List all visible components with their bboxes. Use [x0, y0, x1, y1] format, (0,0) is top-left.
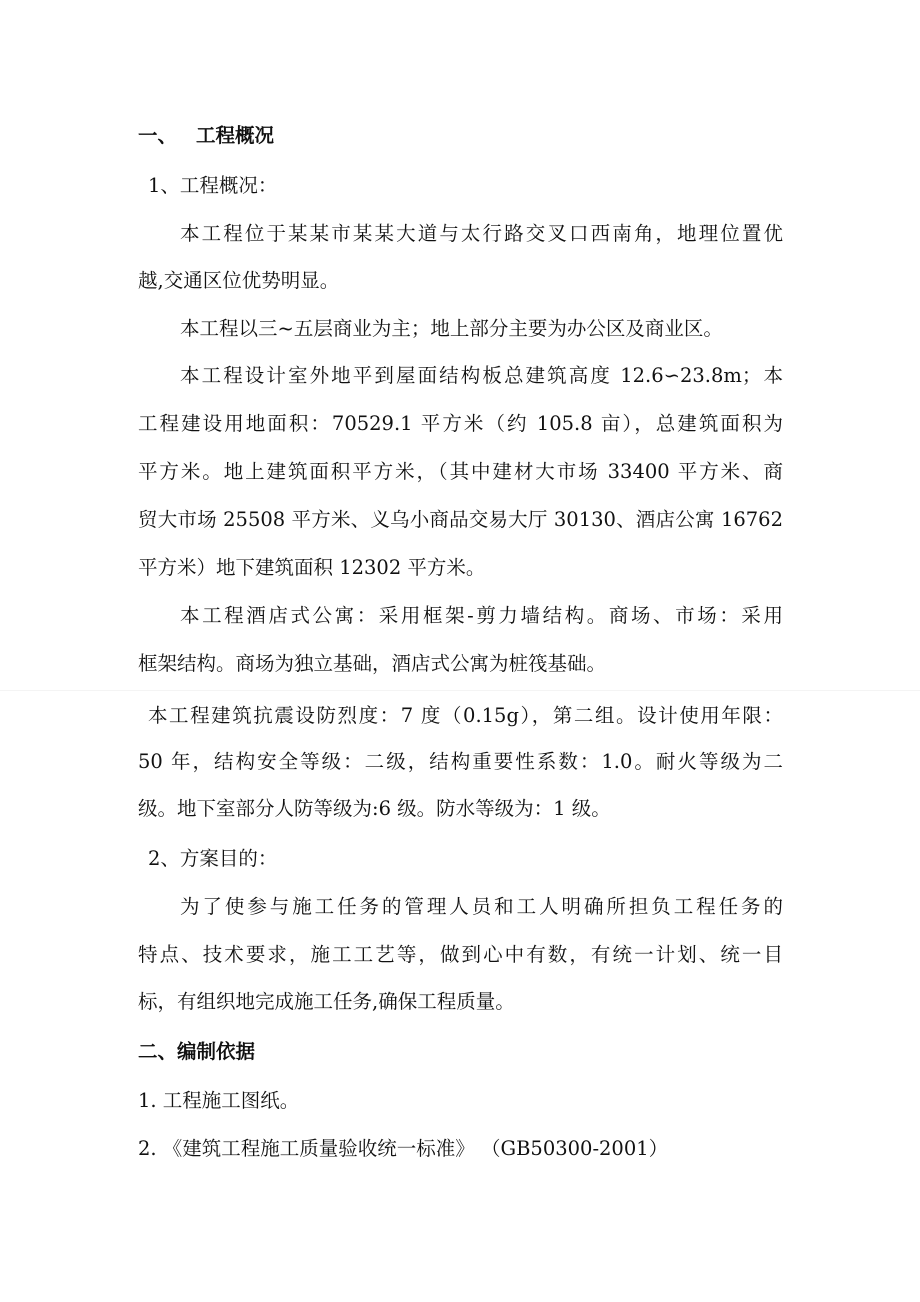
sub1-heading: 1、工程概况： [148, 174, 278, 197]
sub1-p2: 本工程以三~五层商业为主；地上部分主要为办公区及商业区。 [180, 317, 723, 340]
sub1-p3-line3: 平方米。地上建筑面积平方米，（其中建材大市场 33400 平方米、商 [138, 460, 783, 483]
sub2-p1-line3: 标，有组织地完成施工任务,确保工程质量。 [138, 990, 515, 1013]
sub1-p5-line3: 级。地下室部分人防等级为:6 级。防水等级为：1 级。 [138, 797, 611, 820]
sub1-p1-line2: 越,交通区位优势明显。 [138, 269, 340, 292]
sub1-p5-line2: 50 年，结构安全等级：二级，结构重要性系数：1.0。耐火等级为二 [138, 750, 783, 773]
section1-number: 一、 [138, 124, 178, 147]
sub1-p4-line2: 框架结构。商场为独立基础，酒店式公寓为桩筏基础。 [138, 652, 607, 675]
sub1-p3-line2: 工程建设用地面积：70529.1 平方米（约 105.8 亩），总建筑面积为 [138, 412, 783, 435]
page-divider [0, 690, 920, 691]
section2-title: 二、编制依据 [138, 1040, 256, 1063]
sub1-p3-line4: 贸大市场 25508 平方米、义乌小商品交易大厅 30130、酒店公寓 16762 [138, 508, 783, 531]
sub1-p5-line1: 本工程建筑抗震设防烈度：7 度（0.15g），第二组。设计使用年限： [148, 704, 783, 727]
sub2-heading: 2、方案目的： [148, 847, 278, 870]
section2-item-2: 2. 《建筑工程施工质量验收统一标准》 （GB50300-2001） [138, 1137, 669, 1160]
sub1-p1-line1: 本工程位于某某市某某大道与太行路交叉口西南角，地理位置优 [180, 222, 783, 245]
sub1-p3-line5: 平方米）地下建筑面积 12302 平方米。 [138, 556, 486, 579]
section1-title: 工程概况 [196, 124, 275, 147]
sub1-p3-line1: 本工程设计室外地平到屋面结构板总建筑高度 12.6∽23.8m；本 [180, 364, 783, 387]
sub2-p1-line1: 为了使参与施工任务的管理人员和工人明确所担负工程任务的 [180, 895, 783, 918]
sub2-p1-line2: 特点、技术要求，施工工艺等，做到心中有数，有统一计划、统一目 [138, 943, 783, 966]
section2-item-1: 1. 工程施工图纸。 [138, 1089, 300, 1112]
sub1-p4-line1: 本工程酒店式公寓：采用框架-剪力墙结构。商场、市场：采用 [180, 604, 783, 627]
